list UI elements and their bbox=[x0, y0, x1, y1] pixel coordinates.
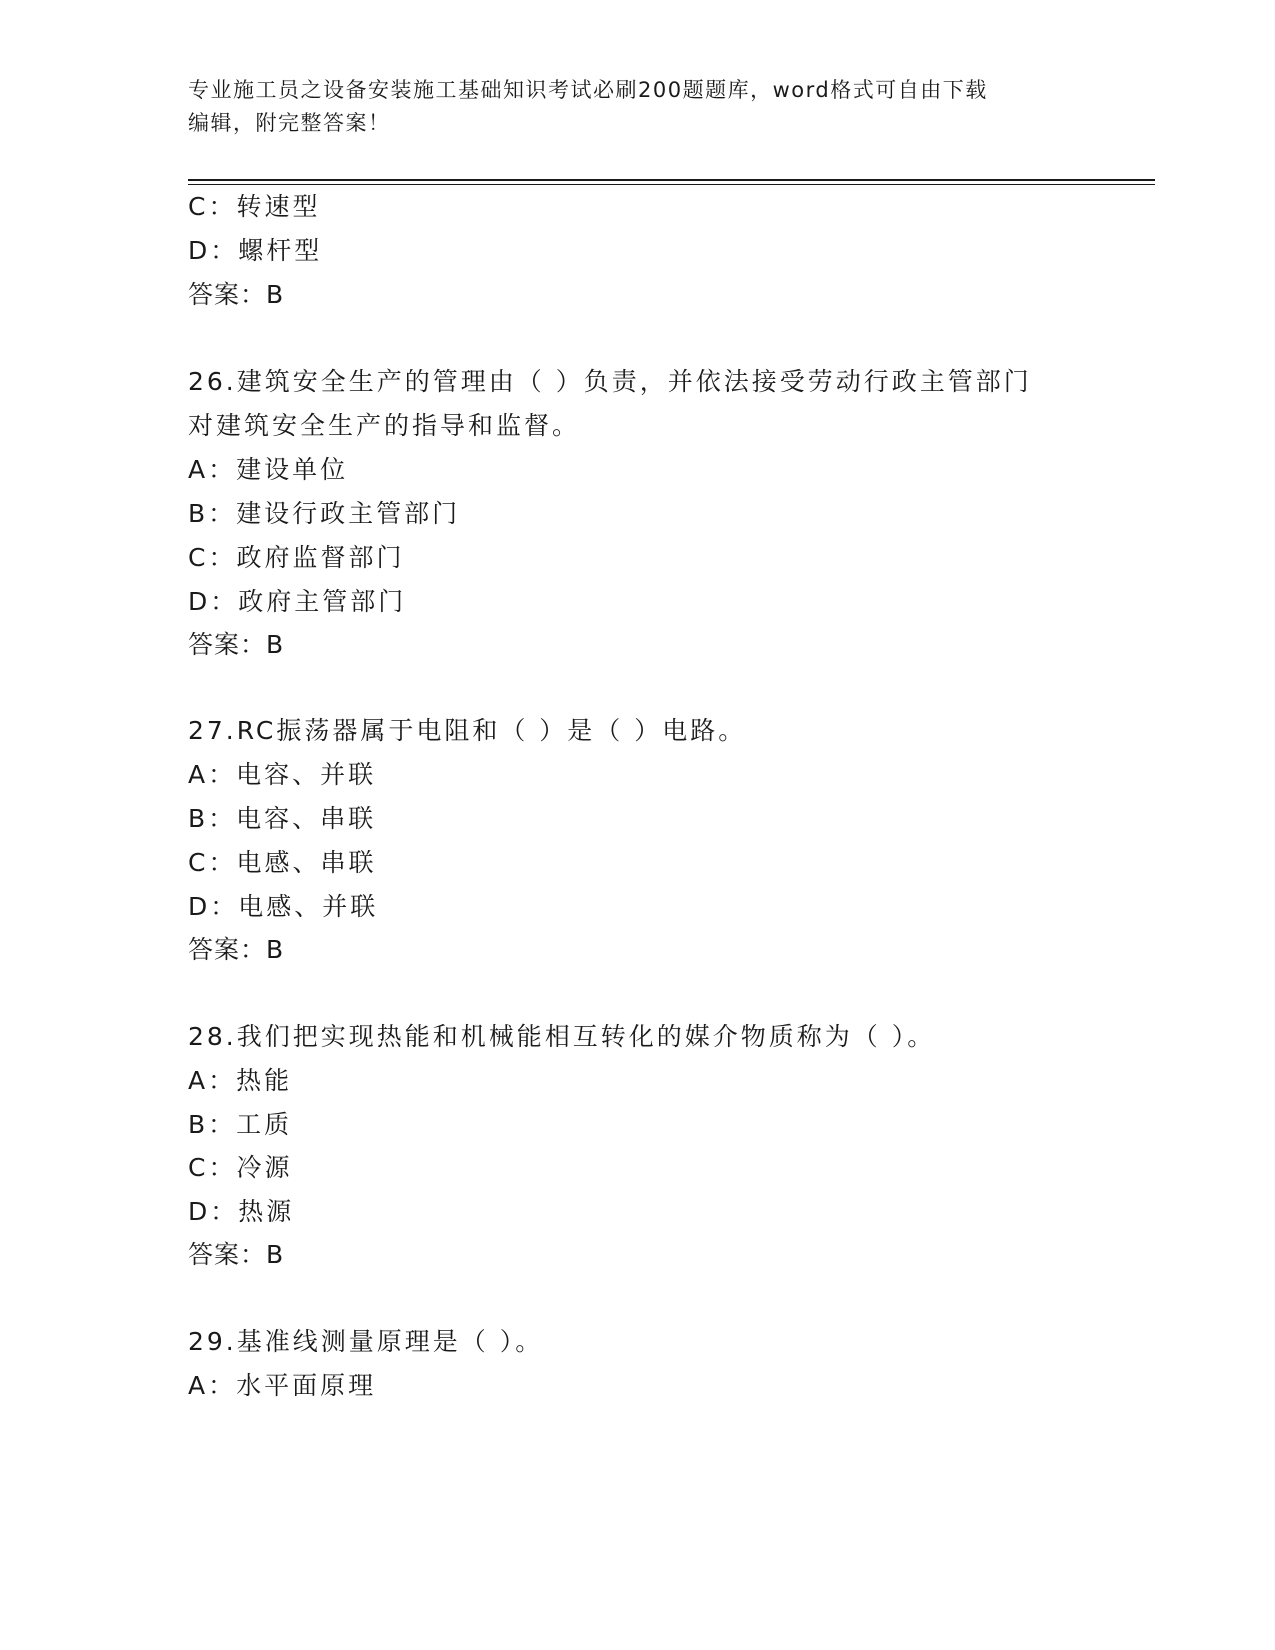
q26-option-d: D：政府主管部门 bbox=[188, 587, 407, 616]
q28-option-b: B：工质 bbox=[188, 1110, 293, 1139]
q28-stem: 28.我们把实现热能和机械能相互转化的媒介物质称为（ ）。 bbox=[188, 1022, 936, 1051]
q25-option-c: C：转速型 bbox=[188, 192, 321, 221]
header-rule-thick bbox=[188, 179, 1155, 181]
q26-option-b: B：建设行政主管部门 bbox=[188, 499, 461, 528]
q27-answer: 答案：B bbox=[188, 935, 285, 964]
q27-option-a: A：电容、并联 bbox=[188, 760, 377, 789]
q26-answer: 答案：B bbox=[188, 630, 285, 659]
q25-option-d: D：螺杆型 bbox=[188, 236, 323, 265]
q26-option-a: A：建设单位 bbox=[188, 455, 349, 484]
q28-option-a: A：热能 bbox=[188, 1066, 293, 1095]
document-header bbox=[188, 74, 1088, 140]
q28-option-c: C：冷源 bbox=[188, 1153, 293, 1182]
q26-stem-line-2: 对建筑安全生产的指导和监督。 bbox=[188, 411, 581, 440]
q25-answer: 答案：B bbox=[188, 280, 285, 309]
q27-option-b: B：电容、串联 bbox=[188, 804, 377, 833]
q28-option-d: D：热源 bbox=[188, 1197, 295, 1226]
header-line-1: 专业施工员之设备安装施工基础知识考试必刷200题题库，word格式可自由下载 bbox=[188, 78, 988, 102]
q27-stem: 27.RC振荡器属于电阻和（ ）是（ ）电路。 bbox=[188, 716, 747, 745]
q28-answer: 答案：B bbox=[188, 1240, 285, 1269]
header-line-2: 编辑，附完整答案！ bbox=[188, 111, 391, 135]
q27-option-c: C：电感、串联 bbox=[188, 848, 377, 877]
q27-option-d: D：电感、并联 bbox=[188, 892, 379, 921]
q26-option-c: C：政府监督部门 bbox=[188, 543, 405, 572]
q26-stem-line-1: 26.建筑安全生产的管理由（ ）负责，并依法接受劳动行政主管部门 bbox=[188, 367, 1032, 396]
q29-stem: 29.基准线测量原理是（ ）。 bbox=[188, 1327, 544, 1356]
header-rule-thin bbox=[188, 184, 1155, 185]
q29-option-a: A：水平面原理 bbox=[188, 1371, 377, 1400]
